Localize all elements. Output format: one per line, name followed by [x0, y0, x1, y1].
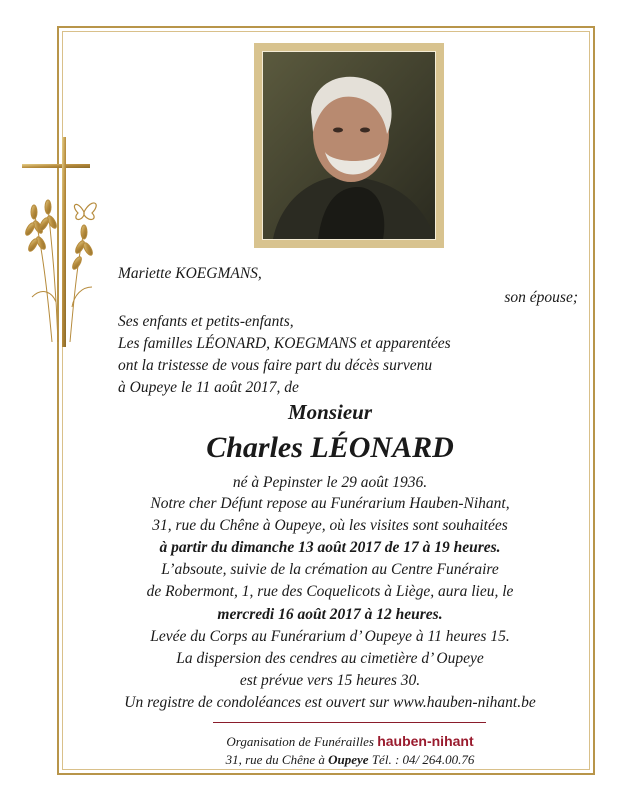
rest-line-2: 31, rue du Chêne à Oupeye, où les visites sont souhaitées: [152, 517, 508, 534]
portrait-frame: [254, 43, 444, 248]
cross-icon: [22, 137, 112, 347]
footer-org-prefix: Organisation de Funérailles: [226, 734, 374, 749]
absoute-line-2: de Robermont, 1, rue des Coquelicots à Liège, aura lieu, le: [146, 583, 514, 600]
portrait-photo: [262, 51, 436, 240]
registry-line: Un registre de condoléances est ouvert sur www.hauben-nihant.be: [124, 694, 536, 711]
dispersion-line-2: est prévue vers 15 heures 30.: [239, 672, 421, 689]
spouse-role: son épouse;: [504, 289, 578, 306]
deceased-name: Charles LÉONARD: [206, 431, 454, 464]
brand-logo: hauben-nihant: [377, 733, 474, 749]
children-line: Ses enfants et petits-enfants,: [118, 313, 294, 330]
address-town: Oupeye: [328, 752, 369, 767]
visits-line: à partir du dimanche 13 août 2017 de 17 à 19 heures.: [159, 539, 501, 556]
families-line: Les familles LÉONARD, KOEGMANS et apparentées: [118, 335, 451, 352]
footer-org: [150, 733, 550, 750]
birth-line: né à Pepinster le 29 août 1936.: [232, 474, 428, 491]
ceremony-line: mercredi 16 août 2017 à 12 heures.: [217, 606, 443, 623]
levee-line: Levée du Corps au Funérarium d’ Oupeye à 11 heures 15.: [150, 628, 510, 645]
address-prefix: 31, rue du Chêne à: [225, 752, 325, 767]
spouse-name: Mariette KOEGMANS,: [118, 265, 262, 282]
sorrow-line: ont la tristesse de vous faire part du décès survenu: [118, 357, 433, 374]
dispersion-line-1: La dispersion des cendres au cimetière d’ Oupeye: [176, 650, 484, 667]
footer-address: [150, 752, 550, 768]
place-date-line: à Oupeye le 11 août 2017, de: [118, 379, 299, 396]
butterfly-icon: [74, 203, 96, 220]
footer-divider: [213, 722, 486, 723]
address-phone: Tél. : 04/ 264.00.76: [371, 752, 475, 767]
absoute-line-1: L’absoute, suivie de la crémation au Centre Funéraire: [161, 561, 499, 578]
wheat-icon: [24, 200, 94, 342]
rest-line-1: Notre cher Défunt repose au Funérarium Hauben-Nihant,: [150, 495, 510, 512]
honorific: Monsieur: [287, 400, 373, 424]
